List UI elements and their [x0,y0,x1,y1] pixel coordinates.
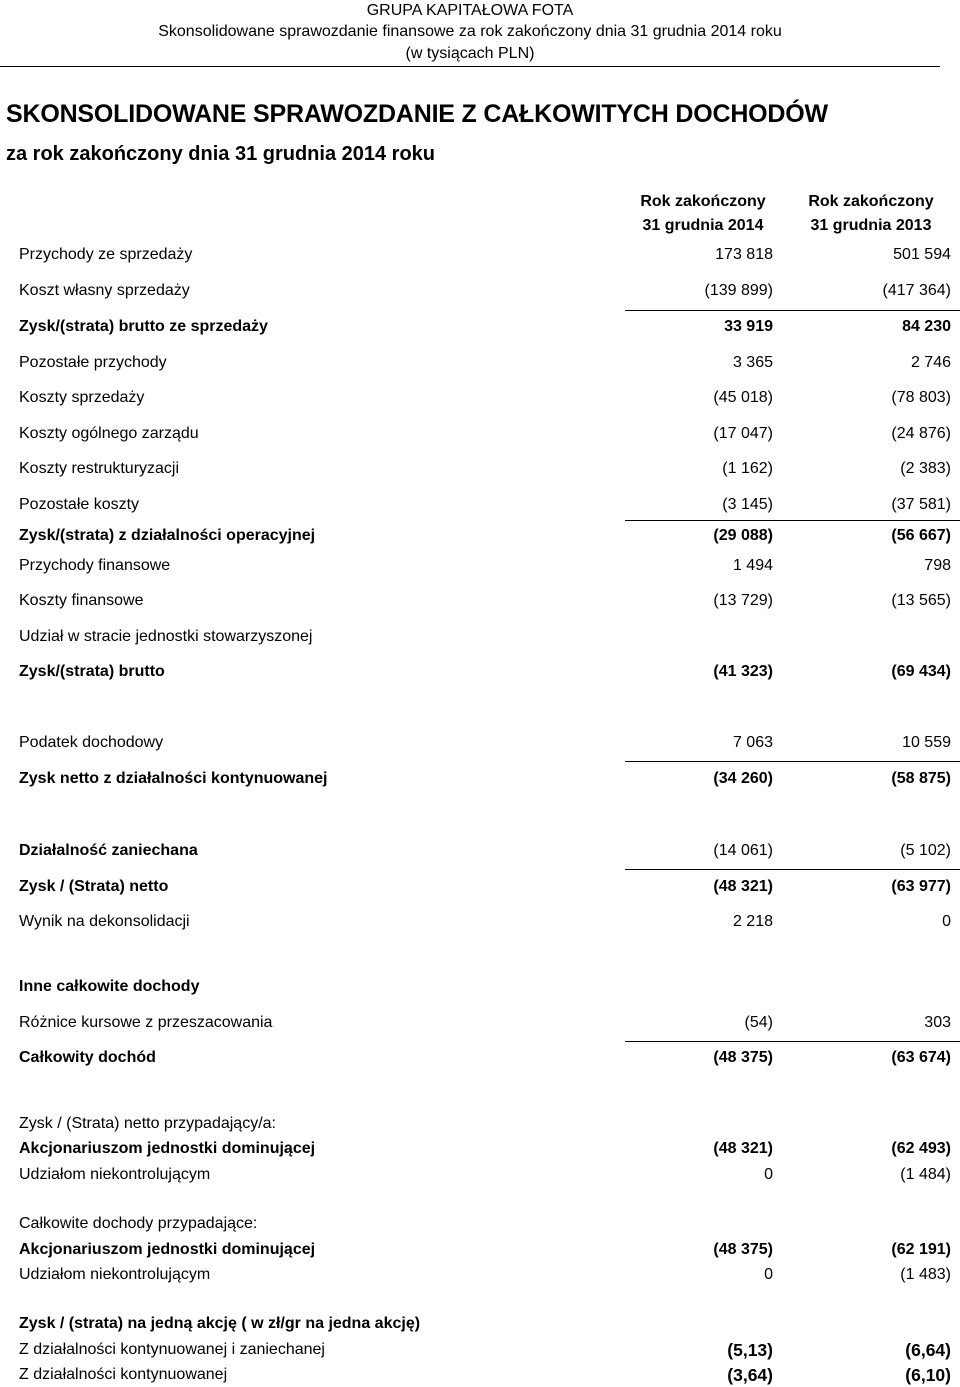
row-label: Z działalności kontynuowanej i zaniechanej [19,1341,325,1358]
value-2014: (41 323) [713,663,773,680]
header-divider [0,66,940,67]
row-label: Pozostałe koszty [19,496,140,513]
row-label: Udziałom niekontrolującym [19,1166,211,1183]
row-eps-heading [0,1313,960,1335]
row-eps-continuing [0,1364,960,1386]
value-2014: 0 [764,1166,773,1183]
row-oci-heading [0,976,960,998]
row-label: Inne całkowite dochody [19,978,200,995]
value-2013: (69 434) [891,663,951,680]
value-2013: (6,10) [905,1365,951,1385]
value-2014: (3 145) [722,496,773,513]
row-gross-profit [0,316,960,338]
row-label: Pozostałe przychody [19,354,167,371]
row-label: Przychody ze sprzedaży [19,246,193,263]
report-name: Skonsolidowane sprawozdanie finansowe za rok zakończony dnia 31 grudnia 2014 roku [158,23,782,40]
row-operating-result [0,525,960,547]
row-revenue [0,244,960,266]
row-label: Koszty ogólnego zarządu [19,425,199,442]
value-2014: (48 375) [713,1049,773,1066]
row-label: Udziałom niekontrolującym [19,1266,211,1283]
row-label: Koszty finansowe [19,592,144,609]
row-selling-costs [0,387,960,409]
row-label: Udział w stracie jednostki stowarzyszonej [19,628,313,645]
value-2014: (48 321) [713,878,773,895]
value-2013: (78 803) [891,389,951,406]
row-label: Zysk/(strata) brutto ze sprzedaży [19,318,268,335]
value-2014: 2 218 [732,913,773,930]
value-2013: (2 383) [900,460,951,477]
value-2013: 2 746 [910,354,951,371]
subtotal-rule [625,1041,960,1042]
row-restructuring-costs [0,458,960,480]
row-net-non-controlling [0,1164,960,1186]
column-header-2013-line1: Rok zakończony [808,193,934,210]
row-label: Zysk/(strata) brutto [19,663,165,680]
value-2013: 303 [924,1014,951,1031]
value-2013: (5 102) [900,842,951,859]
row-ci-attributable-heading [0,1213,960,1235]
row-deconsolidation [0,911,960,933]
value-2013: (58 875) [891,770,951,787]
value-2013: 0 [942,913,951,930]
value-2014: (54) [744,1014,773,1031]
value-2013: (1 483) [900,1266,951,1283]
row-label: Akcjonariuszom jednostki dominującej [19,1140,316,1157]
value-2014: 1 494 [732,557,773,574]
value-2013: (6,64) [905,1340,951,1360]
value-2013: (37 581) [891,496,951,513]
row-eps-total [0,1339,960,1361]
row-label: Podatek dochodowy [19,734,164,751]
value-2013: 798 [924,557,951,574]
row-label: Koszty sprzedaży [19,389,145,406]
value-2014: (48 321) [713,1140,773,1157]
row-label: Różnice kursowe z przeszacowania [19,1014,273,1031]
column-header-2014 [618,190,788,238]
column-header-2014-line2: 31 grudnia 2014 [642,217,764,234]
row-net-attributable-heading [0,1113,960,1135]
value-2014: (29 088) [713,527,773,544]
row-label: Zysk / (Strata) netto [19,878,169,895]
row-discontinued [0,840,960,862]
value-2014: (3,64) [727,1365,773,1385]
row-label: Koszty restrukturyzacji [19,460,180,477]
row-label: Z działalności kontynuowanej [19,1366,228,1383]
value-2013: (1 484) [900,1166,951,1183]
subtotal-rule [625,310,960,311]
currency-unit: (w tysiącach PLN) [405,45,535,62]
row-label: Działalność zaniechana [19,842,198,859]
row-label: Całkowite dochody przypadające: [19,1215,258,1232]
row-continuing-net-profit [0,768,960,790]
value-2013: 10 559 [902,734,951,751]
row-ci-parent-shareholders [0,1239,960,1261]
value-2013: (13 565) [891,592,951,609]
value-2013: (62 493) [891,1140,951,1157]
row-ci-non-controlling [0,1264,960,1286]
group-name: GRUPA KAPITAŁOWA FOTA [366,2,574,19]
row-label: Zysk / (strata) na jedną akcję ( w zł/gr na jedna akcję) [19,1315,421,1332]
row-financial-income [0,555,960,577]
value-2013: 501 594 [893,246,951,263]
value-2014: (48 375) [713,1241,773,1258]
value-2014: (14 061) [713,842,773,859]
value-2014: (1 162) [722,460,773,477]
row-label: Zysk/(strata) z działalności operacyjnej [19,527,316,544]
value-2014: (45 018) [713,389,773,406]
row-label: Koszt własny sprzedaży [19,282,190,299]
row-admin-costs [0,423,960,445]
column-header-2014-line1: Rok zakończony [640,193,766,210]
value-2013: (417 364) [882,282,951,299]
page-subtitle: za rok zakończony dnia 31 grudnia 2014 roku [6,143,436,165]
row-label: Zysk / (Strata) netto przypadający/a: [19,1115,276,1132]
row-label: Całkowity dochód [19,1049,156,1066]
value-2014: (34 260) [713,770,773,787]
value-2013: (56 667) [891,527,951,544]
value-2014: (139 899) [704,282,773,299]
row-other-costs [0,494,960,516]
row-net-parent-shareholders [0,1138,960,1160]
row-total-comprehensive-income [0,1047,960,1069]
value-2014: 0 [764,1266,773,1283]
row-financial-costs [0,590,960,612]
subtotal-rule [625,520,960,521]
value-2014: (5,13) [727,1340,773,1360]
row-associate-share [0,626,960,648]
row-profit-before-tax [0,661,960,683]
value-2014: (17 047) [713,425,773,442]
value-2013: (62 191) [891,1241,951,1258]
row-label: Akcjonariuszom jednostki dominującej [19,1241,316,1258]
value-2013: (24 876) [891,425,951,442]
row-income-tax [0,732,960,754]
subtotal-rule [625,869,960,870]
row-label: Przychody finansowe [19,557,171,574]
row-fx-differences [0,1012,960,1034]
value-2013: (63 674) [891,1049,951,1066]
value-2014: 3 365 [732,354,773,371]
value-2014: 173 818 [715,246,773,263]
row-label: Zysk netto z działalności kontynuowanej [19,770,328,787]
column-header-2013 [786,190,956,238]
value-2014: 33 919 [724,318,773,335]
value-2014: 7 063 [732,734,773,751]
row-cost-of-sales [0,280,960,302]
column-header-2013-line2: 31 grudnia 2013 [810,217,932,234]
row-other-income [0,352,960,374]
row-label: Wynik na dekonsolidacji [19,913,190,930]
value-2014: (13 729) [713,592,773,609]
row-net-profit [0,876,960,898]
value-2013: 84 230 [902,318,951,335]
page-title: SKONSOLIDOWANE SPRAWOZDANIE Z CAŁKOWITYCH DOCHODÓW [6,100,828,128]
value-2013: (63 977) [891,878,951,895]
subtotal-rule [625,761,960,762]
